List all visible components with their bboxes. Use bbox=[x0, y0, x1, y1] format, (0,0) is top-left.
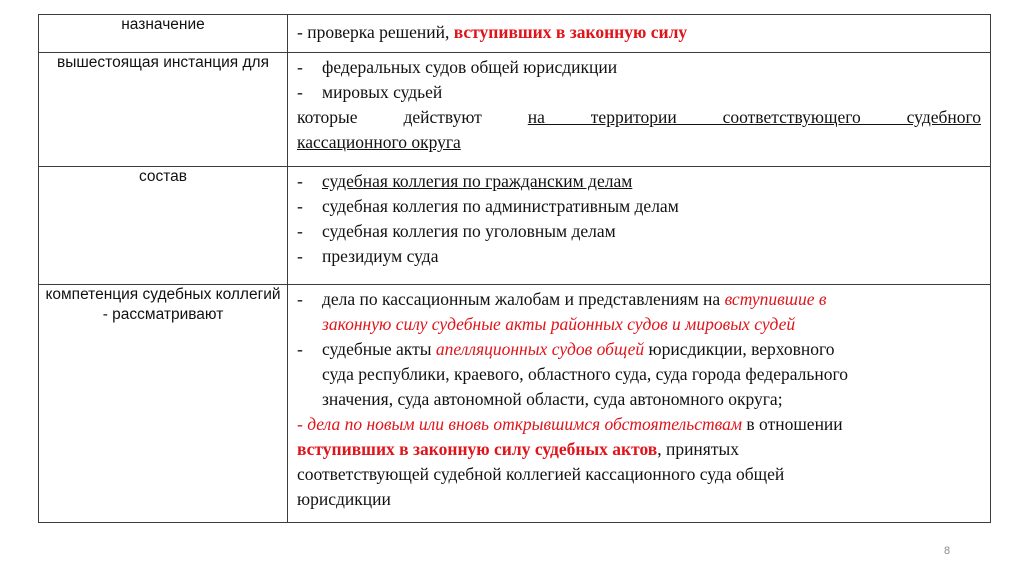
list-item: - судебная коллегия по уголовным делам bbox=[297, 221, 616, 241]
purpose-text: - проверка решений, bbox=[297, 22, 454, 42]
table-row bbox=[39, 15, 991, 53]
row-content-purpose bbox=[288, 15, 991, 53]
list-item: - дела по кассационным жалобам и представлениям на вступившие в bbox=[297, 289, 827, 309]
row-content-competence: - дела по кассационным жалобам и представлениям на вступившие в законную силу судебные акты районных судов и мировых судей - судебные акты апелляционных судов общей юрисдикции, верховного суда республики, краевого, областного суда, суда города федерального значения, суда автономной области, суда автономного округа; - дела по новым или вновь открывшимся обстоятельствам в отношении вступивших в законную силу судебных актов, принятых соответствующей судебной коллегией кассационного суда общей юрисдикции bbox=[288, 285, 991, 523]
jurisdiction-text: которые действуют на территории соответствующего судебного bbox=[297, 107, 981, 127]
row-content-higher-instance: - федеральных судов общей юрисдикции - мировых судьей которые действуют на территории соответствующего судебного кассационного округа bbox=[288, 53, 991, 167]
purpose-highlight: вступивших в законную силу bbox=[453, 22, 688, 42]
list-item: - судебная коллегия по гражданским делам bbox=[297, 171, 633, 191]
table-row bbox=[39, 285, 991, 523]
list-item: - президиум суда bbox=[297, 246, 439, 266]
row-content-composition bbox=[288, 167, 991, 285]
page-number: 8 bbox=[944, 545, 951, 557]
row-label-purpose: назначение bbox=[39, 15, 288, 53]
court-info-table bbox=[38, 14, 991, 523]
list-item: - мировых судьей bbox=[297, 82, 443, 102]
list-item: - федеральных судов общей юрисдикции bbox=[297, 57, 618, 77]
row-label-higher-instance: вышестоящая инстанция для bbox=[39, 53, 288, 167]
table-row bbox=[39, 167, 991, 285]
list-item: - судебные акты апелляционных судов общей юрисдикции, верховного bbox=[297, 339, 835, 359]
list-item: - дела по новым или вновь открывшимся обстоятельствам в отношении bbox=[297, 414, 843, 434]
list-item: - судебная коллегия по административным делам bbox=[297, 196, 679, 216]
table-row bbox=[39, 53, 991, 167]
row-label-composition: состав bbox=[39, 167, 288, 285]
row-label-competence: компетенция судебных коллегий - рассматривают bbox=[39, 285, 288, 523]
